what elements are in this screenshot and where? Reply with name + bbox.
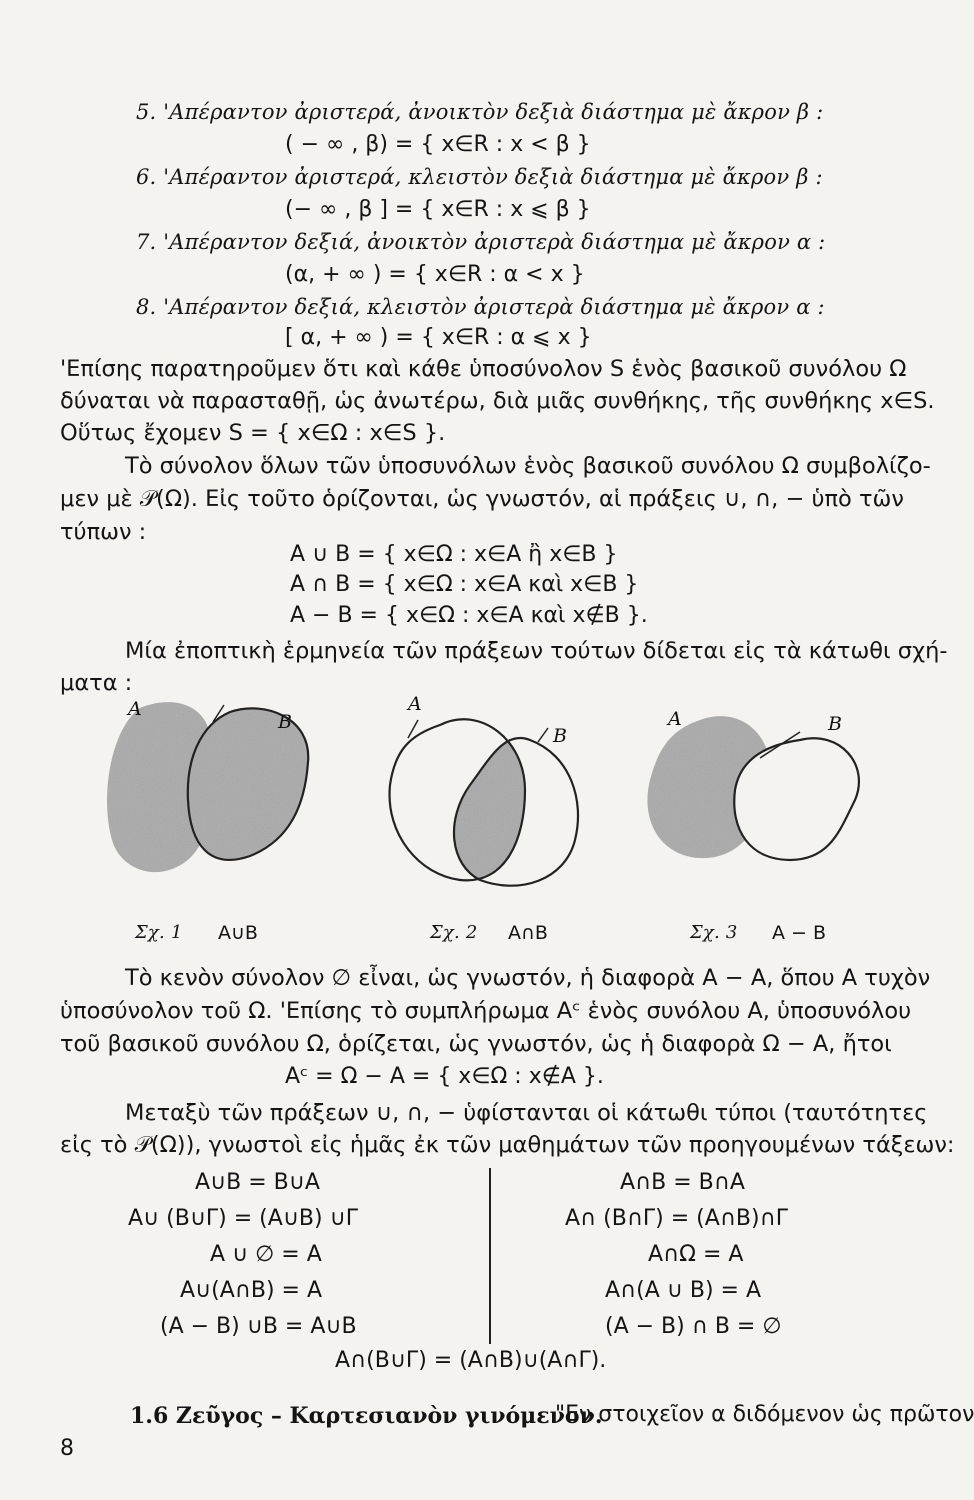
fig3-caption-op: A − B	[772, 922, 827, 944]
distributive-law: A∩(B∪Γ) = (A∩B)∪(A∩Γ).	[335, 1348, 607, 1373]
venn-figure-3	[647, 716, 858, 860]
interpretation-line-1: Μία ἐποπτικὴ ἑρμηνεία τῶν πράξεων τούτων δίδεται εἰς τὰ κάτωθι σχή-	[125, 638, 948, 664]
identity-left-2: A∪ (B∪Γ) = (A∪B) ∪Γ	[128, 1206, 358, 1231]
subsets-line-1: 'Επίσης παρατηροῦμεν ὅτι καὶ κάθε ὑποσύνολον S ἑνὸς βασικοῦ συνόλου Ω	[60, 356, 907, 382]
union-definition: A ∪ B = { x∈Ω : x∈A ἢ x∈B }	[290, 542, 618, 567]
identity-left-1: A∪B = B∪A	[195, 1170, 320, 1195]
interval-item-8: 8. 'Απέραντον δεξιά, κλειστὸν ἀριστερὰ διάστημα μὲ ἄκρον α :	[136, 295, 825, 319]
interval-formula-6: (− ∞ , β ] = { x∈R : x ⩽ β }	[285, 197, 591, 222]
fig1-caption-number: Σχ. 1	[135, 922, 183, 943]
emptyset-line-2: ὑποσύνολον τοῦ Ω. 'Επίσης τὸ συμπλήρωμα Aᶜ ἑνὸς συνόλου A, ὑποσυνόλου	[60, 998, 912, 1024]
identities-intro-line-2: εἰς τὸ 𝒫(Ω)), γνωστοὶ εἰς ἡμᾶς ἐκ τῶν μαθημάτων τῶν προηγουμένων τάξεων:	[60, 1132, 955, 1158]
interval-formula-7: (α, + ∞ ) = { x∈R : α < x }	[285, 262, 585, 287]
interval-formula-8: [ α, + ∞ ) = { x∈R : α ⩽ x }	[285, 325, 592, 350]
identities-divider	[489, 1168, 491, 1344]
identity-left-4: A∪(A∩B) = A	[180, 1278, 323, 1303]
complement-formula: Aᶜ = Ω − A = { x∈Ω : x∉A }.	[285, 1064, 604, 1089]
interval-formula-5: ( − ∞ , β) = { x∈R : x < β }	[285, 132, 591, 157]
identity-left-3: A ∪ ∅ = A	[210, 1242, 322, 1267]
emptyset-line-3: τοῦ βασικοῦ συνόλου Ω, ὁρίζεται, ὡς γνωστόν, ὡς ἡ διαφορὰ Ω − A, ἤτοι	[60, 1031, 892, 1057]
identity-right-2: A∩ (B∩Γ) = (A∩B)∩Γ	[565, 1206, 788, 1231]
subsets-line-2: δύναται νὰ παρασταθῇ, ὡς ἀνωτέρω, διὰ μιᾶς συνθήκης, τῆς συνθήκης x∈S.	[60, 388, 935, 414]
difference-definition: A − B = { x∈Ω : x∈A καὶ x∉B }.	[290, 603, 648, 628]
venn-figure-2	[390, 719, 578, 885]
identity-right-3: A∩Ω = A	[648, 1242, 744, 1267]
fig3-label-b: B	[828, 713, 842, 735]
fig1-label-b: B	[278, 711, 292, 733]
powerset-line-2: μεν μὲ 𝒫(Ω). Εἰς τοῦτο ὁρίζονται, ὡς γνωστόν, αἱ πράξεις ∪, ∩, − ὑπὸ τῶν	[60, 486, 904, 512]
interval-item-7: 7. 'Απέραντον δεξιά, ἀνοικτὸν ἀριστερὰ διάστημα μὲ ἄκρον α :	[136, 230, 826, 254]
identity-right-4: A∩(A ∪ B) = A	[605, 1278, 762, 1303]
emptyset-line-1: Τὸ κενὸν σύνολον ∅ εἶναι, ὡς γνωστόν, ἡ διαφορὰ A − A, ὅπου A τυχὸν	[125, 965, 931, 991]
section-text: "Εν στοιχεῖον α διδόμενον ὡς πρῶτον	[555, 1402, 974, 1427]
interval-item-5: 5. 'Απέραντον ἀριστερά, ἀνοικτὸν δεξιὰ διάστημα μὲ ἄκρον β :	[136, 100, 824, 124]
identity-right-5: (A − B) ∩ B = ∅	[605, 1314, 782, 1339]
identity-right-1: A∩B = B∩A	[620, 1170, 745, 1195]
venn-figures	[0, 680, 919, 890]
intersection-definition: A ∩ B = { x∈Ω : x∈A καὶ x∈B }	[290, 572, 639, 597]
fig2-caption-op: A∩B	[508, 922, 548, 944]
interpretation-line-2: ματα :	[60, 670, 133, 696]
page-number: 8	[60, 1436, 74, 1461]
interval-item-6: 6. 'Απέραντον ἀριστερά, κλειστὸν δεξιὰ διάστημα μὲ ἄκρον β :	[136, 165, 823, 189]
identities-intro-line-1: Μεταξὺ τῶν πράξεων ∪, ∩, − ὑφίστανται οἱ κάτωθι τύποι (ταυτότητες	[125, 1100, 928, 1126]
fig3-caption-number: Σχ. 3	[690, 922, 738, 943]
fig1-caption-op: A∪B	[218, 922, 258, 944]
fig2-label-b: B	[553, 725, 567, 747]
powerset-line-3: τύπων :	[60, 519, 147, 545]
section-heading: 1.6 Ζεῦγος – Καρτεσιανὸν γινόμενον.	[130, 1403, 603, 1429]
fig2-caption-number: Σχ. 2	[430, 922, 478, 943]
subsets-line-3: Οὕτως ἔχομεν S = { x∈Ω : x∈S }.	[60, 420, 446, 446]
fig3-label-a: A	[668, 708, 682, 730]
powerset-line-1: Τὸ σύνολον ὅλων τῶν ὑποσυνόλων ἑνὸς βασικοῦ συνόλου Ω συμβολίζο-	[125, 453, 931, 479]
fig2-label-a: A	[408, 693, 422, 715]
fig1-label-a: A	[128, 698, 142, 720]
identity-left-5: (A − B) ∪B = A∪B	[160, 1314, 357, 1339]
